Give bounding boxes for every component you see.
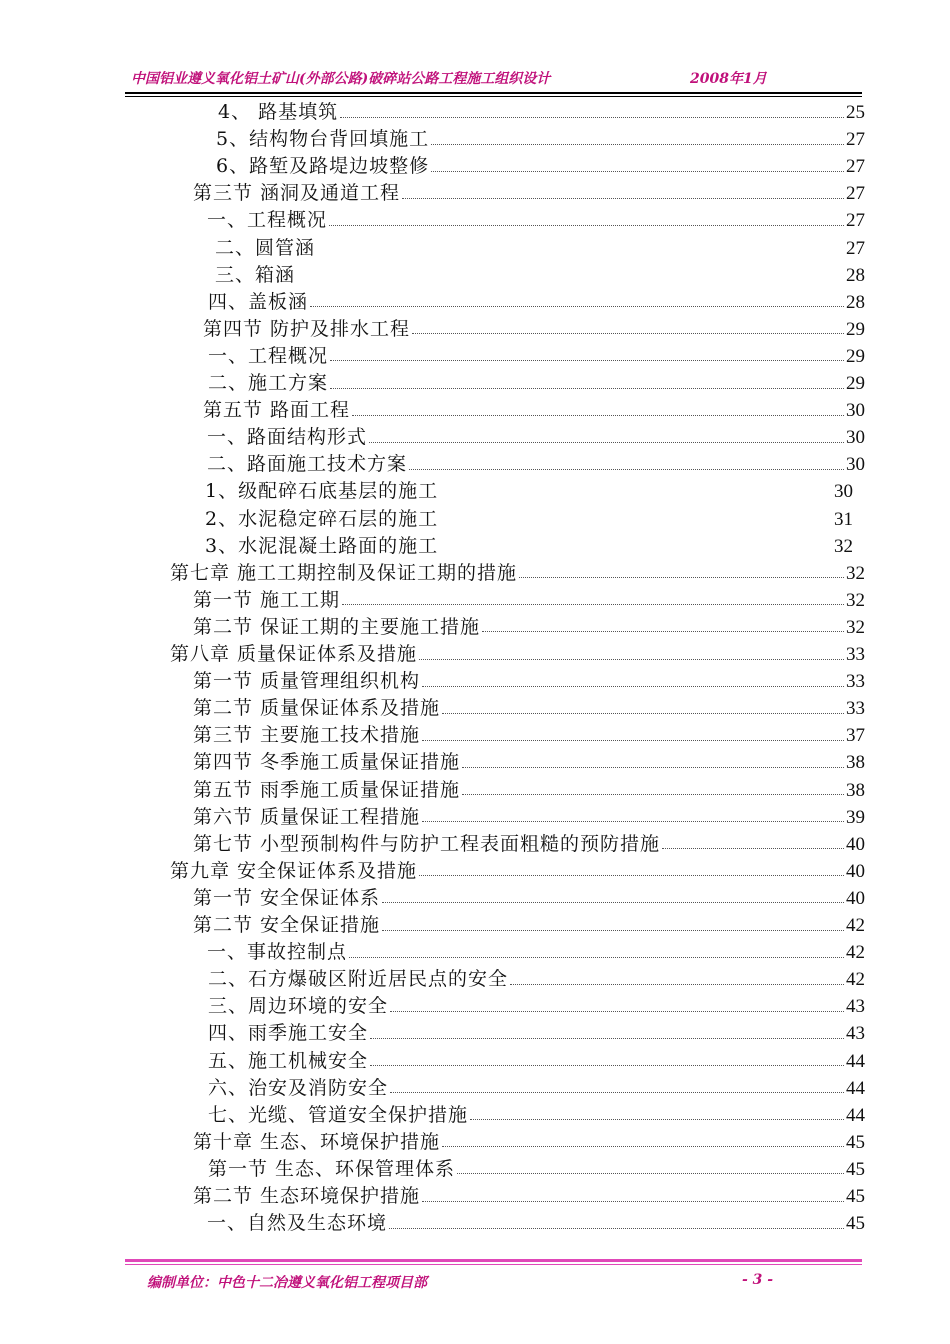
toc-entry-label: 第一节 质量管理组织机构 [193,670,421,693]
toc-dot-leader [442,1145,844,1147]
toc-dot-leader [462,766,844,768]
toc-entry-label: 第一节 安全保证体系 [193,886,381,909]
toc-entry-page: 27 [846,210,865,232]
toc-entry[interactable] [208,343,865,370]
header-rule [125,92,862,94]
toc-entry-label: 二、路面施工技术方案 [207,453,408,476]
toc-entry-label: 1、级配碎石底基层的施工 [205,480,439,503]
toc-dot-leader [422,739,844,741]
toc-entry[interactable] [208,1048,865,1075]
toc-entry[interactable] [208,993,865,1020]
toc-entry-label: 一、工程概况 [207,209,328,232]
toc-entry-page: 42 [846,942,865,964]
toc-entry[interactable] [193,1183,865,1210]
toc-entry[interactable] [193,587,865,614]
toc-entry[interactable] [203,316,865,343]
toc-entry-page: 38 [846,779,865,801]
toc-entry[interactable] [193,722,865,749]
toc-entry-label: 第四节 防护及排水工程 [203,317,411,340]
toc-entry[interactable] [207,939,865,966]
toc-dot-leader [390,1091,844,1093]
toc-entry-label: 二、圆管涵 [215,236,316,259]
toc-entry-page: 30 [846,427,865,449]
toc-entry-label: 第四节 冬季施工质量保证措施 [193,751,461,774]
toc-dot-leader [422,1200,844,1202]
toc-entry-page: 27 [846,237,865,259]
toc-entry[interactable] [218,99,865,126]
toc-entry-label: 一、自然及生态环境 [207,1212,388,1235]
toc-entry-label: 二、石方爆破区附近居民点的安全 [208,968,509,991]
toc-entry-label: 一、事故控制点 [207,941,348,964]
toc-entry-page: 44 [846,1077,865,1099]
toc-entry-page: 29 [846,345,865,367]
toc-entry-page: 32 [846,616,865,638]
toc-entry-page: 37 [846,725,865,747]
toc-entry[interactable] [193,695,865,722]
toc-entry-label: 七、光缆、管道安全保护措施 [208,1103,469,1126]
toc-dot-leader [370,1037,844,1039]
header-rule-thin [125,96,862,97]
toc-entry[interactable] [193,749,865,776]
toc-entry[interactable] [193,912,865,939]
toc-dot-leader [310,305,844,307]
toc-entry-page: 30 [834,481,853,503]
toc-entry[interactable] [216,126,865,153]
toc-dot-leader [330,387,844,389]
toc-entry[interactable] [170,858,865,885]
toc-entry-page: 44 [846,1050,865,1072]
toc-entry[interactable] [207,1210,865,1237]
toc-entry-page: 42 [846,969,865,991]
toc-entry-label: 第五节 雨季施工质量保证措施 [193,778,461,801]
toc-entry[interactable] [208,966,865,993]
toc-entry-label: 第十章 生态、环境保护措施 [193,1130,441,1153]
toc-entry-label: 一、工程概况 [208,344,329,367]
toc-entry-page: 29 [846,373,865,394]
toc-entry-label: 第二节 保证工期的主要施工措施 [193,615,481,638]
toc-entry-label: 二、施工方案 [208,372,329,394]
toc-entry-page: 31 [834,508,853,530]
toc-entry-page: 27 [846,129,865,151]
toc-entry-label: 四、雨季施工安全 [208,1022,369,1045]
toc-entry[interactable] [193,885,865,912]
toc-dot-leader [442,712,844,714]
toc-entry-label: 第九章 安全保证体系及措施 [170,859,418,882]
toc-entry-label: 第七章 施工工期控制及保证工期的措施 [170,561,518,584]
toc-entry-label: 第七节 小型预制构件与防护工程表面粗糙的预防措施 [193,832,661,855]
toc-entry[interactable] [215,262,865,289]
toc-entry[interactable] [203,397,865,424]
toc-entry[interactable] [208,1156,865,1183]
toc-entry-page: 39 [846,806,865,828]
toc-entry[interactable] [193,668,865,695]
toc-entry[interactable] [208,1020,865,1047]
toc-entry[interactable] [208,370,865,397]
toc-dot-leader [470,1118,844,1120]
toc-entry[interactable] [205,506,853,533]
toc-dot-leader [402,197,844,199]
toc-dot-leader [431,143,844,145]
toc-entry-label: 五、施工机械安全 [208,1049,369,1072]
footer-rule [125,1259,862,1262]
toc-entry-page: 27 [846,156,865,178]
toc-dot-leader [340,116,844,118]
toc-dot-leader [390,1010,844,1012]
toc-entry-page: 43 [846,1023,865,1045]
toc-entry-page: 38 [846,752,865,774]
toc-dot-leader [409,468,844,470]
toc-dot-leader [422,820,844,822]
toc-dot-leader [431,170,844,172]
toc-entry-label: 3、水泥混凝土路面的施工 [205,534,439,557]
toc-dot-leader [457,1172,844,1174]
toc-entry-page: 45 [846,1131,865,1153]
toc-entry-label: 第八章 质量保证体系及措施 [170,643,418,665]
toc-dot-leader [369,441,844,443]
toc-dot-leader [382,901,844,903]
toc-entry-label: 第二节 质量保证体系及措施 [193,697,441,720]
toc-entry-page: 40 [846,833,865,855]
toc-entry-page: 40 [846,887,865,909]
toc-entry-page: 28 [846,264,865,286]
toc-entry[interactable] [207,207,865,234]
toc-entry[interactable] [207,424,865,451]
toc-dot-leader [352,414,844,416]
toc-entry-label: 三、周边环境的安全 [208,995,389,1018]
toc-entry-label: 六、治安及消防安全 [208,1076,389,1099]
toc-dot-leader [519,576,844,578]
toc-dot-leader [510,983,844,985]
toc-entry-page: 45 [846,1213,865,1235]
toc-dot-leader [370,1064,844,1066]
toc-entry-label: 四、盖板涵 [208,290,309,313]
toc-entry-label: 第一节 生态、环保管理体系 [208,1157,456,1180]
page-number: - 3 - [742,1272,774,1288]
toc-entry-page: 43 [846,996,865,1018]
toc-entry[interactable] [208,1102,865,1129]
toc-entry-label: 第五节 路面工程 [203,399,351,422]
toc-entry-label: 第三节 主要施工技术措施 [193,724,421,747]
toc-dot-leader [389,1227,844,1229]
toc-entry[interactable] [193,614,865,641]
toc-entry[interactable] [193,1129,865,1156]
toc-entry[interactable] [208,289,865,316]
toc-dot-leader [330,359,844,361]
toc-entry-page: 45 [846,1158,865,1180]
footer-rule-thin [125,1264,862,1265]
toc-entry[interactable] [170,641,865,668]
toc-dot-leader [422,685,844,687]
toc-entry-label: 5、结构物台背回填施工 [216,128,430,151]
toc-entry[interactable] [207,451,865,478]
toc-entry[interactable] [205,478,853,505]
toc-entry-label: 4、 路基填筑 [218,101,339,123]
toc-entry[interactable] [215,235,865,262]
toc-entry-label: 2、水泥稳定碎石层的施工 [205,507,439,530]
toc-entry-label: 第二节 生态环境保护措施 [193,1185,421,1207]
toc-entry-page: 27 [846,183,865,205]
toc-entry-page: 40 [846,860,865,882]
toc-dot-leader [329,224,844,226]
toc-entry[interactable] [216,153,865,180]
toc-entry[interactable] [208,1075,865,1102]
toc-entry[interactable] [193,777,865,804]
page-header [125,66,860,88]
toc-entry-page: 45 [846,1186,865,1207]
toc-entry[interactable] [170,560,865,587]
toc-entry-label: 一、路面结构形式 [207,426,368,449]
toc-dot-leader [382,929,844,931]
toc-entry-page: 33 [846,698,865,720]
toc-entry-page: 32 [846,589,865,611]
toc-entry[interactable] [193,180,865,207]
toc-entry-page: 44 [846,1104,865,1126]
toc-entry-label: 第一节 施工工期 [193,588,341,611]
toc-entry-label: 6、路堑及路堤边坡整修 [216,155,430,178]
toc-entry-page: 42 [846,915,865,936]
toc-dot-leader [349,956,844,958]
document-title: 中国铝业遵义氧化铝土矿山(外部公路)破碎站公路工程施工组织设计 [131,71,551,87]
toc-dot-leader [462,793,844,795]
toc-entry-page: 25 [846,102,865,123]
toc-dot-leader [419,874,844,876]
toc-dot-leader [662,847,844,849]
toc-entry-label: 第六节 质量保证工程措施 [193,805,421,828]
toc-entry-page: 29 [846,318,865,340]
toc-entry-label: 第二节 安全保证措施 [193,914,381,936]
toc-entry-label: 三、箱涵 [215,263,296,286]
toc-dot-leader [412,332,844,334]
toc-entry-page: 33 [846,671,865,693]
toc-dot-leader [482,630,844,632]
toc-entry[interactable] [205,533,853,560]
toc-entry-page: 33 [846,644,865,665]
toc-dot-leader [342,603,844,605]
toc-dot-leader [419,658,844,660]
toc-entry[interactable] [193,804,865,831]
toc-entry-page: 28 [846,291,865,313]
toc-entry-page: 30 [846,400,865,422]
page-footer [125,1272,860,1294]
toc-entry[interactable] [193,831,865,858]
document-date: 2008年1月 [690,71,767,87]
toc-entry-label: 第三节 涵洞及通道工程 [193,182,401,205]
toc-entry-page: 32 [846,562,865,584]
toc-entry-page: 32 [834,535,853,557]
footer-organization: 编制单位：中色十二冶遵义氧化铝工程项目部 [147,1275,427,1291]
toc-entry-page: 30 [846,454,865,476]
